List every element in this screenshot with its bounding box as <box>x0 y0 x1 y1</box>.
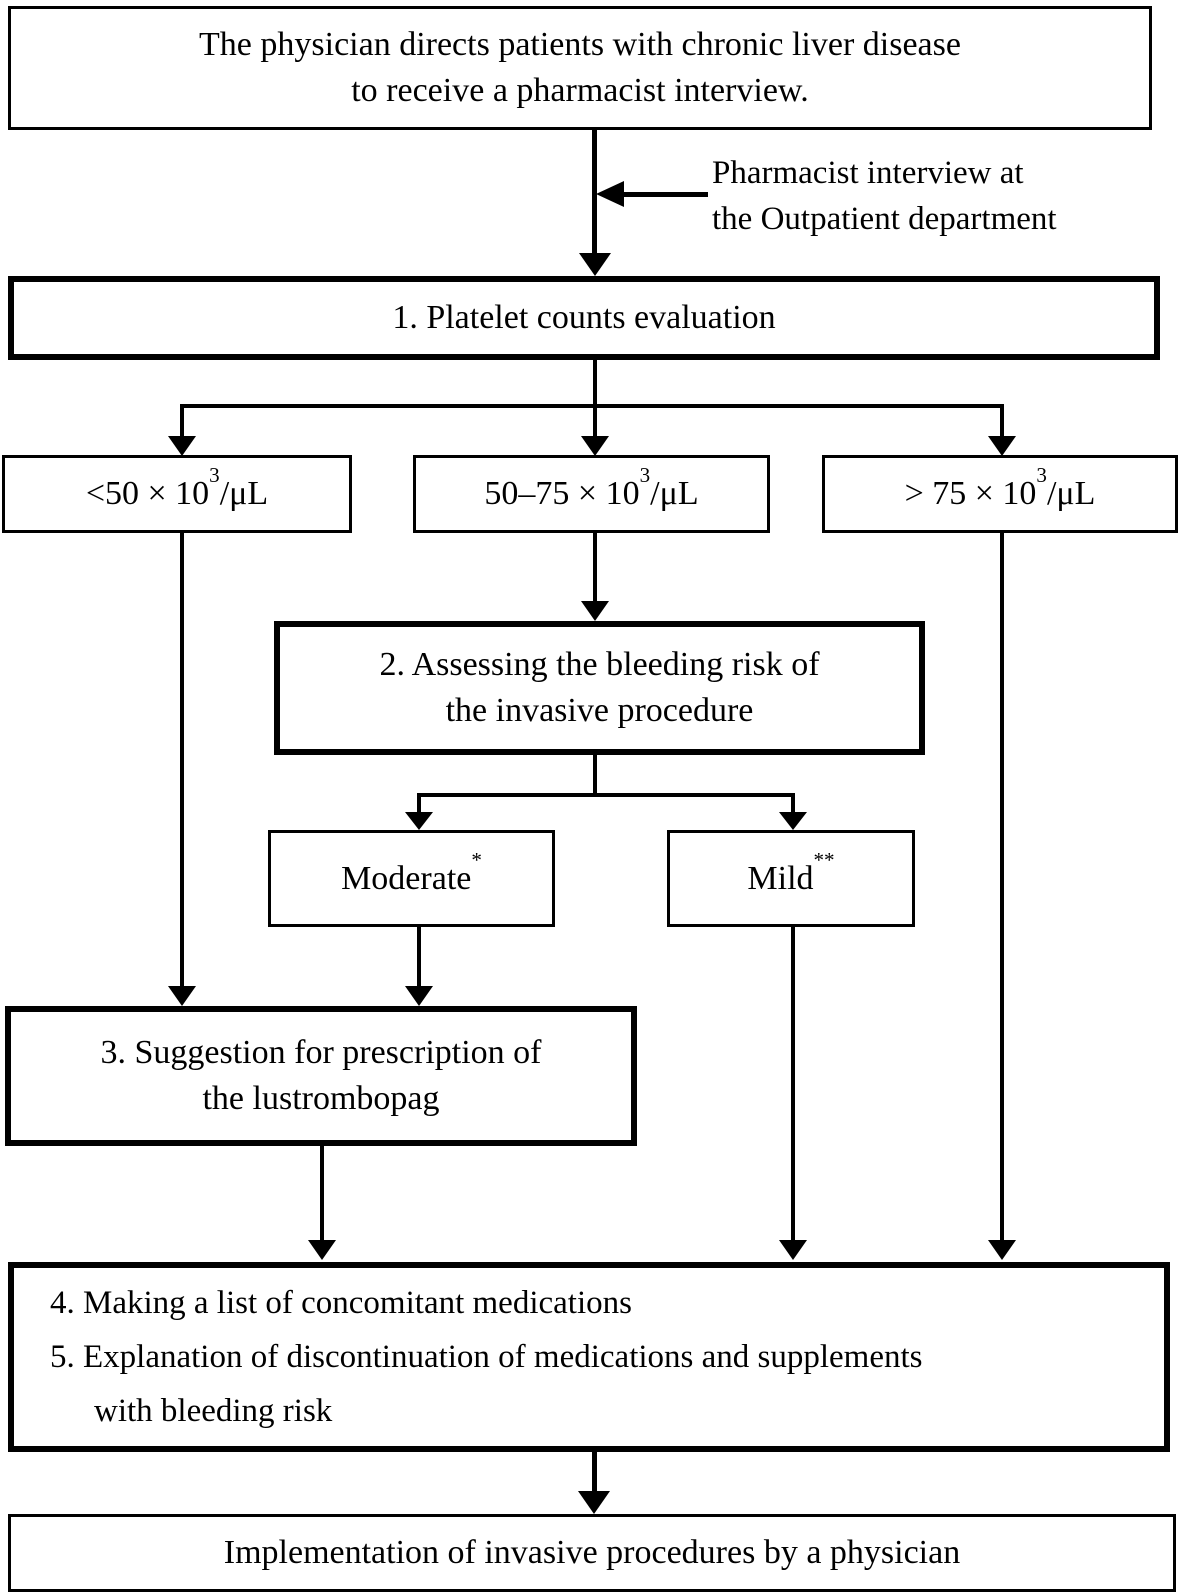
step1-box <box>8 276 1160 360</box>
step1-label: 1. Platelet counts evaluation <box>392 299 776 336</box>
arrowhead-right-lane-into-step45-icon <box>988 1240 1016 1260</box>
arrowhead-left-lane-into-step3-icon <box>168 986 196 1006</box>
moderate-marker: * <box>471 847 482 872</box>
pharmacist-note-arrow-line <box>624 192 708 197</box>
arrowhead-into-step2-icon <box>581 601 609 621</box>
connector-mild-to-step45 <box>791 927 795 1240</box>
connector-branch-left <box>180 404 184 436</box>
step2-line2: the invasive procedure <box>445 692 754 729</box>
platelet-mid-exp: 3 <box>639 463 651 488</box>
final-box <box>8 1514 1176 1592</box>
connector-pltmid-to-step2 <box>593 533 597 601</box>
connector-pltlow-to-step3 <box>180 533 184 986</box>
arrowhead-left-icon <box>596 181 624 207</box>
step45-line2: 5. Explanation of discontinuation of medications and supplements <box>50 1339 923 1375</box>
connector-branch-bar <box>180 404 1004 408</box>
platelet-high-label <box>904 463 1096 517</box>
platelet-high-exp: 3 <box>1036 463 1047 488</box>
moderate-box <box>268 830 555 927</box>
arrowhead-step3-into-step45-icon <box>308 1240 336 1260</box>
connector-plthigh-to-step45 <box>1000 533 1004 1240</box>
platelet-high-unit: /μL <box>1046 475 1096 512</box>
arrowhead-into-platelet-high-icon <box>988 436 1016 456</box>
step3-line1: 3. Suggestion for prescription of <box>100 1034 542 1071</box>
connector-split-moderate <box>417 793 421 812</box>
pharmacist-note <box>712 150 1152 242</box>
step3-line2: the lustrombopag <box>202 1080 440 1117</box>
connector-step2-out <box>593 755 597 793</box>
connector-moderate-to-step3 <box>417 927 421 986</box>
intro-line2: to receive a pharmacist interview. <box>351 72 809 109</box>
step3-box <box>5 1006 637 1146</box>
connector-step45-to-final <box>592 1452 597 1492</box>
platelet-low-label <box>85 463 269 517</box>
step45-box <box>8 1262 1170 1452</box>
arrowhead-moderate-into-step3-icon <box>405 986 433 1006</box>
pharmacist-note-line1: Pharmacist interview at <box>712 155 1024 191</box>
platelet-high-box <box>822 455 1178 533</box>
platelet-low-exp: 3 <box>209 463 220 488</box>
connector-split-bar <box>417 793 795 797</box>
arrowhead-mild-into-step45-icon <box>779 1240 807 1260</box>
step45-line1: 4. Making a list of concomitant medications <box>50 1285 632 1321</box>
platelet-mid-label <box>484 463 699 517</box>
connector-branch-mid <box>593 404 597 436</box>
platelet-high-base: > 75 × 10 <box>904 475 1037 512</box>
mild-text: Mild <box>747 859 814 897</box>
mild-marker: ** <box>813 847 835 872</box>
platelet-low-base: <50 × 10 <box>85 475 210 512</box>
connector-branch-right <box>1000 404 1004 436</box>
arrowhead-into-step1-icon <box>579 253 611 276</box>
arrowhead-into-moderate-icon <box>405 812 433 830</box>
connector-split-mild <box>791 793 795 812</box>
arrowhead-into-platelet-mid-icon <box>581 436 609 456</box>
moderate-label <box>341 847 482 902</box>
arrowhead-into-final-icon <box>578 1491 610 1514</box>
intro-line1: The physician directs patients with chronic liver disease <box>199 26 961 63</box>
connector-step1-out <box>593 360 597 404</box>
pharmacist-note-line2: the Outpatient department <box>712 201 1057 237</box>
step2-line1: 2. Assessing the bleeding risk of <box>379 646 820 683</box>
mild-label <box>747 847 835 902</box>
connector-step3-to-step45 <box>320 1146 324 1240</box>
moderate-text: Moderate <box>341 859 472 897</box>
platelet-low-unit: /μL <box>219 475 269 512</box>
mild-box <box>667 830 915 927</box>
final-label: Implementation of invasive procedures by a physician <box>223 1534 961 1571</box>
intro-box <box>8 6 1152 130</box>
arrowhead-into-platelet-low-icon <box>168 436 196 456</box>
platelet-mid-unit: /μL <box>650 475 699 512</box>
step45-line3: with bleeding risk <box>94 1393 333 1429</box>
platelet-mid-box <box>413 455 770 533</box>
step2-box <box>274 621 925 755</box>
platelet-mid-base: 50–75 × 10 <box>484 475 640 512</box>
platelet-low-box <box>2 455 352 533</box>
arrowhead-into-mild-icon <box>779 812 807 830</box>
